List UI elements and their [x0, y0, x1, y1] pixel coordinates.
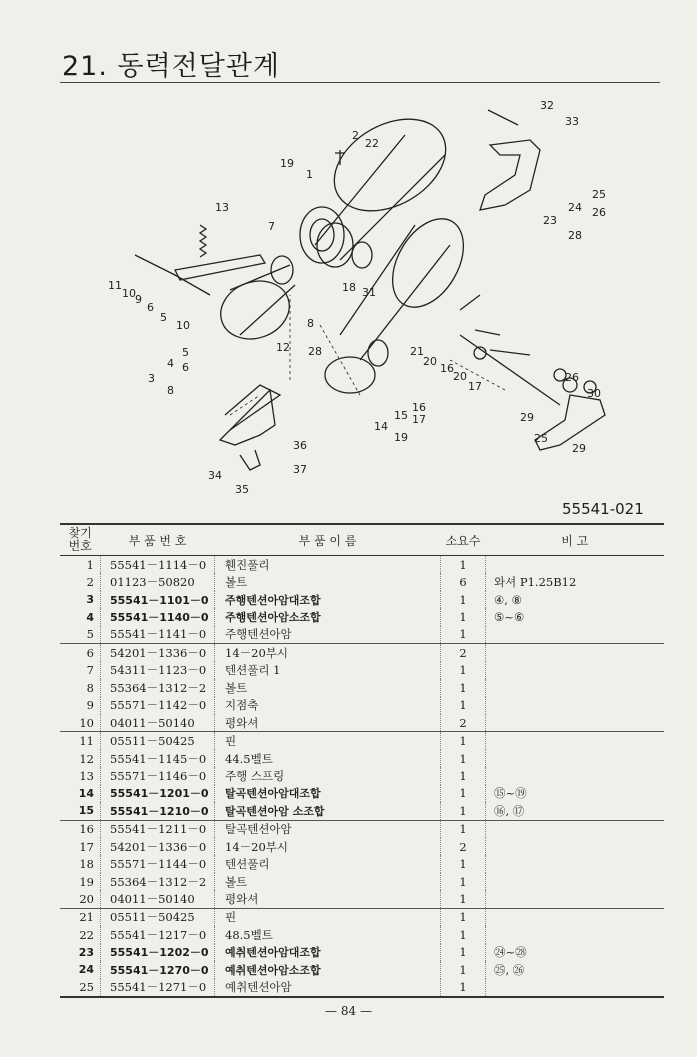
table-row: 16 55541－1211－0 탈곡텐션아암 1: [60, 820, 664, 838]
callout-16: 16: [440, 362, 454, 375]
callout-37: 37: [293, 463, 307, 476]
exploded-parts-diagram: [60, 95, 660, 515]
callout-10: 10: [122, 287, 136, 300]
table-row: 13 55571－1146－0 주행 스프링 1: [60, 767, 664, 784]
table-row: 9 55571－1142－0 지점축 1: [60, 697, 664, 714]
header-ref-no: [60, 524, 101, 556]
table-row: 2 01123－50820 볼트 6 와셔 P1.25B12: [60, 573, 664, 590]
callout-22: 22: [365, 137, 379, 150]
callout-28: 28: [568, 229, 582, 242]
table-row: 24 55541－1270－0 예취텐션아암소조합 1 ㉕, ㉖: [60, 961, 664, 978]
callout-25b: 25: [534, 432, 548, 445]
table-row: 6 54201－1336－0 14－20부시 2: [60, 644, 664, 662]
callout-2: 2: [352, 129, 359, 142]
spring-13: [200, 225, 206, 257]
callout-36: 36: [293, 439, 307, 452]
table-row: 11 05511－50425 핀 1: [60, 732, 664, 750]
table-row: 5 55541－1141－0 주행텐션아암 1: [60, 626, 664, 644]
callout-4: 4: [167, 357, 174, 370]
callout-18: 18: [342, 281, 356, 294]
callout-13: 13: [215, 201, 229, 214]
figure-code: 55541-021: [562, 500, 644, 518]
header-remarks: 비 고: [486, 524, 665, 556]
callout-12: 12: [276, 341, 290, 354]
parts-table: [60, 523, 664, 998]
callout-26b: 26: [565, 371, 579, 384]
table-row: 1 55541－1114－0 휀진풀리 1: [60, 556, 664, 574]
callout-34: 34: [208, 469, 222, 482]
callout-15: 15: [394, 409, 408, 422]
table-row: 15 55541－1210－0 탈곡텐션아암 소조합 1 ⑯, ⑰: [60, 802, 664, 820]
callout-3: 3: [148, 372, 155, 385]
tension-pulley-7: [271, 256, 293, 284]
callout-7: 7: [268, 220, 275, 233]
belt-22: [315, 135, 445, 260]
table-row: 22 55541－1217－0 48.5벨트 1: [60, 926, 664, 943]
callout-6: 6: [147, 301, 154, 314]
callout-8: 8: [307, 317, 314, 330]
belt-12: [230, 265, 295, 335]
tension-pulley-18: [352, 242, 372, 268]
header-part-name: 부 품 이 름: [215, 524, 441, 556]
callout-24: 24: [568, 201, 582, 214]
callout-30: 30: [587, 387, 601, 400]
callout-19b: 19: [394, 431, 408, 444]
callout-29: 29: [520, 411, 534, 424]
callout-14: 14: [374, 420, 388, 433]
callout-6b: 6: [182, 361, 189, 374]
header-part-no: 부 품 번 호: [101, 524, 215, 556]
callout-31: 31: [362, 286, 376, 299]
table-row: 19 55364－1312－2 볼트 1: [60, 873, 664, 890]
callout-35: 35: [235, 483, 249, 496]
callout-9: 9: [135, 293, 142, 306]
table-row: 21 05511－50425 핀 1: [60, 908, 664, 926]
header-ref-no-line1: 찾기: [68, 526, 92, 540]
callout-17: 17: [468, 380, 482, 393]
tension-arm-5: [175, 255, 265, 280]
callout-19: 19: [280, 157, 294, 170]
engine-pulley: [300, 207, 344, 263]
page-title: 21. 동력전달관계: [62, 51, 281, 82]
callout-16b: 16: [412, 401, 426, 414]
pulley-27: [368, 340, 388, 366]
table-row: 25 55541－1271－0 예취텐션아암 1: [60, 979, 664, 997]
table-row: 18 55571－1144－0 텐션풀리 1: [60, 855, 664, 872]
callout-26: 26: [592, 206, 606, 219]
callout-28b: 28: [308, 345, 322, 358]
table-row: 14 55541－1201－0 탈곡텐션아암대조합 1 ⑮~⑲: [60, 785, 664, 802]
table-header: [60, 524, 664, 556]
table-row: 17 54201－1336－0 14－20부시 2: [60, 838, 664, 855]
callout-5: 5: [160, 311, 167, 324]
callout-8b: 8: [167, 384, 174, 397]
callout-20: 20: [423, 355, 437, 368]
table-row: 12 55541－1145－0 44.5벨트 1: [60, 750, 664, 767]
callout-21: 21: [410, 345, 424, 358]
header-ref-no-line2: 번호: [68, 539, 92, 553]
callout-11: 11: [108, 279, 122, 292]
callout-25: 25: [592, 188, 606, 201]
callout-32: 32: [540, 99, 554, 112]
table-row: 8 55364－1312－2 볼트 1: [60, 679, 664, 696]
callout-labels: [108, 99, 606, 496]
callout-29b: 29: [572, 442, 586, 455]
pulley-right: [378, 206, 478, 319]
callout-5b: 5: [182, 346, 189, 359]
callout-33: 33: [565, 115, 579, 128]
bracket-32: [480, 140, 540, 210]
callout-1: 1: [306, 168, 313, 181]
table-row: 3 55541－1101－0 주행텐션아암대조합 1 ④, ⑧: [60, 591, 664, 608]
table-row: 7 54311－1123－0 텐션풀리 1 1: [60, 662, 664, 679]
page-number: — 84 —: [325, 1004, 372, 1018]
table-row: 23 55541－1202－0 예취텐션아암대조합 1 ㉔~㉘: [60, 944, 664, 961]
table-row: 20 04011－50140 평와셔 1: [60, 890, 664, 908]
table-row: 10 04011－50140 평와셔 2: [60, 714, 664, 732]
callout-23: 23: [543, 214, 557, 227]
callout-20b: 20: [453, 370, 467, 383]
pulley-bottom: [325, 357, 375, 393]
table-row: 4 55541－1140－0 주행텐션아암소조합 1 ⑤~⑥: [60, 608, 664, 625]
callout-10b: 10: [176, 319, 190, 332]
title-rule: [60, 82, 660, 83]
header-qty: 소요수: [441, 524, 486, 556]
callout-17b: 17: [412, 413, 426, 426]
